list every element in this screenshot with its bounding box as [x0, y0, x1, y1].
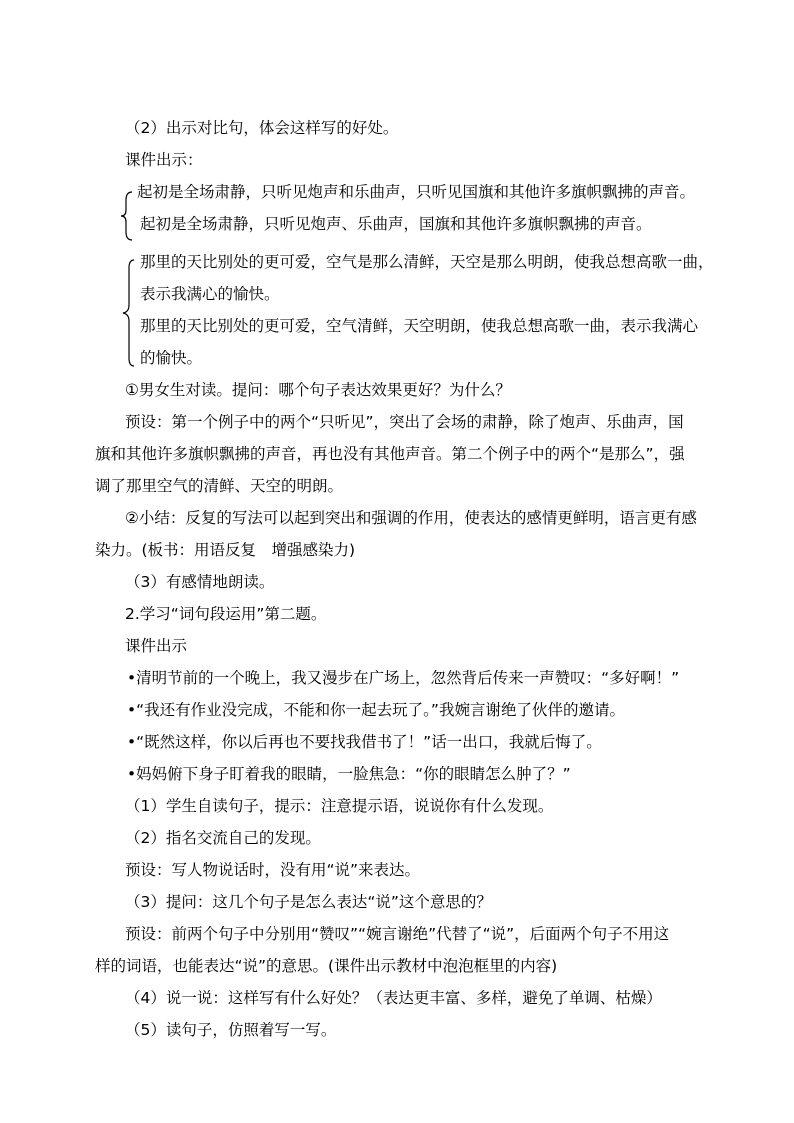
- text-line: 染力。(板书：用语反复 增强感染力): [95, 541, 356, 559]
- text-line: 那里的天比别处的更可爱，空气清鲜，天空明朗，使我总想高歌一曲，表示我满心: [140, 317, 699, 335]
- text-line: 2.学习“词句段运用”第二题。: [125, 605, 327, 623]
- text-line: •“既然这样，你以后再也不要找我借书了！”话一出口，我就后悔了。: [127, 733, 602, 751]
- text-line: （3）有感情地朗读。: [125, 573, 275, 591]
- text-line: •妈妈俯下身子盯着我的眼睛，一脸焦急：“你的眼睛怎么肿了？”: [127, 765, 571, 783]
- text-line: 表示我满心的愉快。: [140, 285, 280, 303]
- brace-group-1: [118, 190, 136, 242]
- text-line: 课件出示：: [125, 151, 203, 169]
- text-line: 样的词语，也能表达“说”的意思。(课件出示教材中泡泡框里的内容): [95, 957, 558, 975]
- text-line: 调了那里空气的清鲜、天空的明朗。: [95, 477, 344, 495]
- text-line: （5）读句子，仿照着写一写。: [125, 1021, 337, 1039]
- text-line: 的愉快。: [140, 349, 203, 367]
- text-line: （2）指名交流自己的发现。: [125, 829, 321, 847]
- text-line: 预设：第一个例子中的两个“只听见”，突出了会场的肃静，除了炮声、乐曲声，国: [125, 413, 684, 431]
- text-line: ②小结：反复的写法可以起到突出和强调的作用，使表达的感情更鲜明，语言更有感: [125, 509, 697, 527]
- text-line: 起初是全场肃静，只听见炮声、乐曲声，国旗和其他许多旗帜飘拂的声音。: [140, 215, 652, 233]
- text-line: （2）出示对比句，体会这样写的好处。: [125, 119, 399, 137]
- text-line: 预设：写人物说话时，没有用“说”来表达。: [125, 861, 421, 879]
- text-line: 课件出示: [125, 637, 188, 655]
- text-line: •清明节前的一个晚上，我又漫步在广场上，忽然背后传来一声赞叹：“多好啊！”: [127, 669, 680, 687]
- text-line: （1）学生自读句子，提示：注意提示语，说说你有什么发现。: [125, 797, 554, 815]
- text-line: 预设：前两个句子中分别用“赞叹”“婉言谢绝”代替了“说”，后面两个句子不用这: [125, 925, 670, 943]
- text-line: ①男女生对读。提问：哪个句子表达效果更好？为什么？: [125, 381, 511, 399]
- text-line: （4）说一说：这样写有什么好处？（表达更丰富、多样，避免了单调、枯燥）: [125, 989, 662, 1007]
- text-line: 旗和其他许多旗帜飘拂的声音，再也没有其他声音。第二个例子中的两个“是那么”，强: [95, 445, 685, 463]
- text-line: （3）提问：这几个句子是怎么表达“说”这个意思的？: [125, 893, 492, 911]
- text-line: 那里的天比别处的更可爱，空气是那么清鲜，天空是那么明朗，使我总想高歌一曲，: [140, 253, 714, 271]
- text-line: •“我还有作业没完成，不能和你一起去玩了。”我婉言谢绝了伙伴的邀请。: [127, 701, 625, 719]
- brace-group-2: [120, 258, 138, 368]
- text-line: 起初是全场肃静，只听见炮声和乐曲声，只听见国旗和其他许多旗帜飘拂的声音。: [137, 183, 696, 201]
